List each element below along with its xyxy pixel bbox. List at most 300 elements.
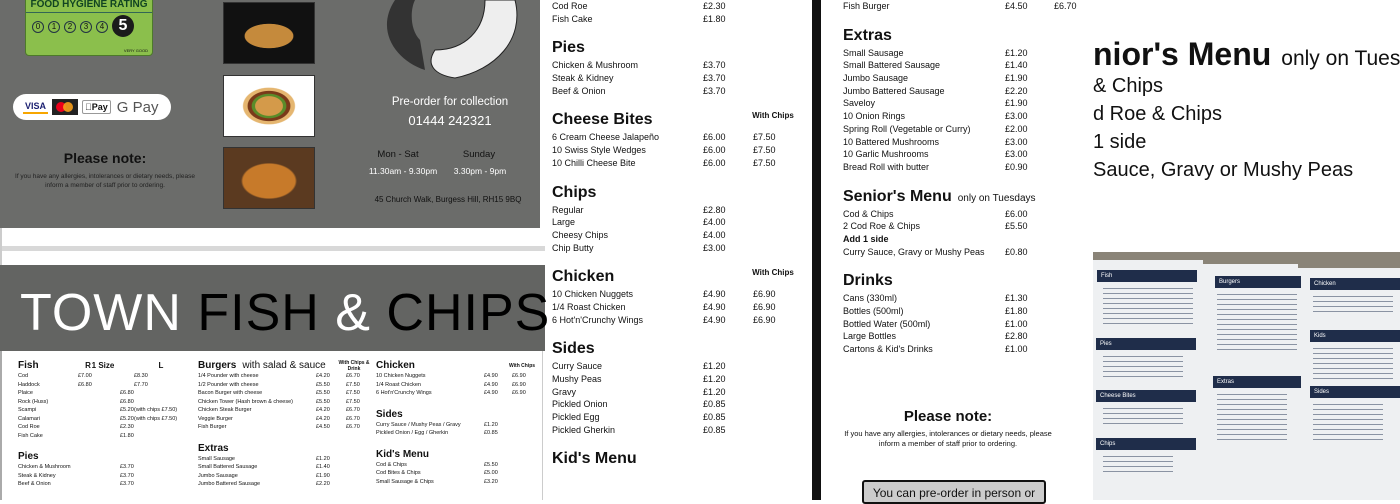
menu-item xyxy=(18,432,193,441)
phone-number[interactable]: 01444 242321 xyxy=(408,113,492,128)
menu-section-fish xyxy=(18,359,193,440)
menu-item xyxy=(843,246,1083,259)
item-name: Bottled Water (500ml) xyxy=(843,318,931,329)
hygiene-title: FOOD HYGIENE RATING xyxy=(26,0,152,13)
item-name: 10 Garlic Mushrooms xyxy=(843,149,929,160)
hygiene-label: VERY GOOD xyxy=(123,48,148,53)
menu-item xyxy=(552,144,812,157)
item-name: Cod & Chips xyxy=(843,208,894,219)
section-heading: Extras xyxy=(843,26,892,44)
menu-item xyxy=(376,372,541,381)
item-name: Small Sausage & Chips xyxy=(376,478,434,485)
item-price: £7.50 xyxy=(346,390,360,396)
item-price: £6.90 xyxy=(512,381,526,388)
item-name: Chip Butty xyxy=(552,242,594,253)
item-name: Bacon Burger with cheese xyxy=(198,390,263,396)
item-price: £0.85 xyxy=(703,424,726,435)
menu-item xyxy=(843,47,1083,60)
title-fish: FISH xyxy=(197,284,320,342)
menu-section-pies xyxy=(552,37,812,97)
item-price: £7.70 xyxy=(134,381,148,388)
menu-item xyxy=(843,59,1083,72)
menu-item xyxy=(198,398,373,407)
menu-item xyxy=(376,421,541,430)
score-2: 2 xyxy=(64,21,76,33)
item-price: £4.90 xyxy=(703,289,726,300)
menu-item xyxy=(198,389,373,398)
item-price: £6.70 xyxy=(346,415,360,422)
item-price: £4.50 xyxy=(1005,1,1028,11)
item-price: £6.00 xyxy=(703,157,726,168)
menu-section-cheese-bites xyxy=(552,109,812,169)
section-heading: Fish xyxy=(18,360,39,371)
menu-item xyxy=(18,415,193,424)
menu-item xyxy=(376,469,541,478)
preorder-text: Pre-order for collection xyxy=(391,96,509,108)
score-0: 0 xyxy=(32,21,44,33)
column-header: L xyxy=(158,361,164,370)
days-weekday: Mon - Sat xyxy=(377,149,419,160)
menu-column-right xyxy=(843,0,1083,500)
item-name: Chicken & Mushroom xyxy=(552,60,639,71)
item-price: £3.70 xyxy=(120,472,134,479)
photo-label: Fish xyxy=(1097,270,1197,282)
item-price: £0.85 xyxy=(484,430,498,436)
menu-item xyxy=(376,389,541,398)
item-price: £1.80 xyxy=(703,13,726,24)
photo-label: Burgers xyxy=(1215,276,1301,288)
section-heading: Pies xyxy=(552,39,585,57)
menu-item xyxy=(552,229,812,242)
photo-label: Sides xyxy=(1310,386,1400,398)
item-name: Cod Roe xyxy=(18,424,40,430)
food-hygiene-rating-badge xyxy=(25,0,153,56)
menu-item xyxy=(843,330,1083,343)
item-price: £3.70 xyxy=(120,464,134,470)
item-name: Fish Cake xyxy=(552,13,593,24)
item-price: £0.90 xyxy=(1005,161,1028,172)
photo-label: Extras xyxy=(1213,376,1301,388)
score-3: 3 xyxy=(80,21,92,33)
menu-item xyxy=(552,13,812,26)
title-banner xyxy=(0,265,551,351)
photo-label: Chips xyxy=(1096,438,1196,450)
item-name: Cod xyxy=(18,373,29,379)
column-header: With Chips xyxy=(508,363,536,369)
address: 45 Church Walk, Burgess Hill, RH15 9BQ xyxy=(374,195,522,204)
item-name: 6 Hot'n'Crunchy Wings xyxy=(376,390,432,396)
item-name: Cod & Chips xyxy=(376,461,407,468)
section-heading: Pies xyxy=(18,451,39,462)
column-header: 1 Size xyxy=(91,361,115,370)
item-name: 6 Hot'n'Crunchy Wings xyxy=(552,314,643,325)
menu-item xyxy=(198,415,373,424)
item-price: £0.85 xyxy=(703,399,726,410)
item-name: Large Bottles xyxy=(843,331,897,342)
item-price: £7.50 xyxy=(346,381,360,388)
item-name: Veggie Burger xyxy=(198,415,233,422)
seniors-heading: nior's Menu only on Tues xyxy=(1093,36,1400,72)
item-name: Jumbo Battered Sausage xyxy=(843,85,945,96)
menu-section-chips xyxy=(552,182,812,255)
menu-item xyxy=(18,406,193,415)
section-heading: Chicken xyxy=(552,268,615,286)
item-price: £1.80 xyxy=(120,432,134,439)
item-name: 10 Chicken Nuggets xyxy=(376,373,426,379)
item-name: Pickled Egg xyxy=(552,412,600,423)
item-price: £7.50 xyxy=(753,145,776,156)
menu-section-chicken xyxy=(376,359,541,398)
menu-section-extras xyxy=(843,25,1083,174)
item-price: £3.00 xyxy=(1005,111,1028,122)
line: 1 side xyxy=(1093,131,1147,153)
item-name: Fish Burger xyxy=(843,1,890,11)
item-name: Small Sausage xyxy=(198,455,235,462)
item-price: £2.30 xyxy=(703,1,726,11)
item-price: £0.80 xyxy=(1005,246,1028,257)
menu-section-extras xyxy=(198,442,373,489)
menu-item xyxy=(552,314,812,327)
item-price: £3.70 xyxy=(703,73,726,84)
section-heading: Kid's Menu xyxy=(552,450,637,468)
payment-methods xyxy=(13,94,171,120)
item-price: £6.80 xyxy=(120,390,134,396)
item-name: Curry Sauce / Mushy Peas / Gravy xyxy=(376,421,461,428)
menu-item xyxy=(843,233,1083,246)
item-price: £6.00 xyxy=(703,132,726,143)
title-amp: & xyxy=(335,284,371,342)
menu-item xyxy=(843,136,1083,149)
item-name: Haddock xyxy=(18,381,40,388)
menu-item xyxy=(843,305,1083,318)
item-price: £2.00 xyxy=(1005,123,1028,134)
item-price: £1.90 xyxy=(316,472,330,479)
item-name: Large xyxy=(552,217,576,228)
menu-item xyxy=(18,398,193,407)
item-price: £6.70 xyxy=(346,407,360,413)
section-heading: Senior's Menu only on Tuesdays xyxy=(843,187,1036,205)
line: & Chips xyxy=(1093,75,1164,97)
mastercard-icon xyxy=(52,99,78,115)
item-price: £1.20 xyxy=(484,421,498,428)
menu-item xyxy=(376,429,541,438)
item-price: £2.20 xyxy=(1005,85,1028,96)
menu-section-section xyxy=(843,0,1083,13)
section-heading: Chips xyxy=(552,183,597,201)
menu-item xyxy=(552,242,812,255)
item-name: Add 1 side xyxy=(843,233,889,244)
item-price: £5.50 xyxy=(316,398,330,405)
menu-section-drinks xyxy=(843,270,1083,355)
item-price: £5.20 xyxy=(120,407,134,413)
item-name: 1/4 Roast Chicken xyxy=(376,381,421,388)
item-price: £6.00 xyxy=(703,145,726,156)
item-price: £6.70 xyxy=(346,424,360,430)
menu-item xyxy=(843,220,1083,233)
item-name: Small Battered Sausage xyxy=(198,464,258,470)
menu-item xyxy=(18,423,193,432)
menu-item xyxy=(18,372,193,381)
menu-section-pies xyxy=(18,450,193,489)
menu-item xyxy=(552,131,812,144)
hours-weekday: 11.30am - 9.30pm xyxy=(368,166,438,176)
menu-item xyxy=(198,372,373,381)
menu-item xyxy=(552,386,812,399)
section-heading: Drinks xyxy=(843,272,893,290)
menu-item xyxy=(843,318,1083,331)
item-name: Jumbo Sausage xyxy=(198,472,238,479)
item-name: Cod Roe xyxy=(552,1,588,11)
item-price: £4.90 xyxy=(484,373,498,379)
item-price: (with chips £7.50) xyxy=(134,415,178,422)
menu-item xyxy=(18,463,193,472)
score-1: 1 xyxy=(48,21,60,33)
item-name: Chicken Steak Burger xyxy=(198,407,252,413)
column-header: With Chips xyxy=(752,111,794,121)
item-price: £1.20 xyxy=(316,455,330,462)
item-name: Jumbo Battered Sausage xyxy=(198,481,261,487)
preorder-box: You can pre-order in person or xyxy=(862,480,1046,504)
item-price: £4.90 xyxy=(703,301,726,312)
column-header: With Chips xyxy=(752,268,794,278)
promo-panel xyxy=(0,0,540,228)
item-price: £2.30 xyxy=(120,424,134,430)
item-name: 1/2 Pounder with cheese xyxy=(198,381,259,388)
item-price: £1.90 xyxy=(1005,98,1028,109)
google-pay-icon: G Pay xyxy=(110,98,152,116)
section-heading: Extras xyxy=(198,442,229,454)
menu-section-senior-s-menu xyxy=(843,186,1083,259)
item-price: £3.70 xyxy=(703,60,726,71)
item-name: Bottles (500ml) xyxy=(843,306,904,316)
item-name: Mushy Peas xyxy=(552,374,602,384)
note-text: If you have any allergies, intolerances or dietary needs, please inform a member of staff prior to ordering. xyxy=(844,429,1052,448)
item-name: Spring Roll (Vegetable or Curry) xyxy=(843,123,971,134)
item-price: £1.80 xyxy=(1005,306,1028,316)
item-price: £4.20 xyxy=(316,373,330,379)
item-name: 10 Chilli Cheese Bite xyxy=(552,157,636,168)
item-price: £5.20 xyxy=(120,415,134,422)
menu-item xyxy=(552,360,812,373)
menu-item xyxy=(552,424,812,437)
menu-section-section xyxy=(552,0,812,25)
menu-item xyxy=(18,389,193,398)
item-price: £4.00 xyxy=(703,229,726,240)
item-price: £3.70 xyxy=(703,85,726,96)
item-name: Gravy xyxy=(552,386,577,397)
item-price: £6.90 xyxy=(753,314,776,325)
fish-illustration xyxy=(375,0,525,80)
item-price: £4.00 xyxy=(703,217,726,228)
apple-pay-icon: Pay xyxy=(82,100,111,114)
item-price: £0.85 xyxy=(703,412,726,423)
item-name: 10 Swiss Style Wedges xyxy=(552,145,646,156)
menu-item xyxy=(198,480,373,489)
item-name: Fish Cake xyxy=(18,432,43,439)
menu-item xyxy=(198,423,373,432)
item-price: £1.20 xyxy=(703,374,726,384)
menu-item xyxy=(843,161,1083,174)
allergy-note-right xyxy=(833,408,1063,449)
photo-label: Cheese Bites xyxy=(1096,390,1196,402)
bottom-menu xyxy=(0,351,543,500)
menu-item xyxy=(552,301,812,314)
score-5: 5 xyxy=(112,15,134,37)
photo-label: Chicken xyxy=(1310,278,1400,290)
menu-item xyxy=(552,216,812,229)
section-heading: Sides xyxy=(376,408,403,420)
item-name: Rock (Huss) xyxy=(18,398,49,405)
item-price: £2.80 xyxy=(1005,331,1028,342)
item-price: £5.50 xyxy=(316,390,330,396)
item-name: Small Battered Sausage xyxy=(843,60,941,71)
item-price: £2.20 xyxy=(316,481,330,487)
section-heading: Kid's Menu xyxy=(376,448,429,460)
menu-item xyxy=(198,455,373,464)
item-name: Scampi xyxy=(18,407,37,413)
item-name: Bread Roll with butter xyxy=(843,161,930,172)
menu-item xyxy=(843,72,1083,85)
item-price: £2.80 xyxy=(703,204,726,215)
item-price: £1.40 xyxy=(1005,60,1028,71)
item-name: Steak & Kidney xyxy=(552,73,614,84)
menu-item xyxy=(18,472,193,481)
item-name: Beef & Onion xyxy=(552,85,606,96)
menu-item xyxy=(552,204,812,217)
item-name: Cod Bites & Chips xyxy=(376,470,421,476)
menu-item xyxy=(18,480,193,489)
item-price: £3.00 xyxy=(1005,136,1028,147)
page-border xyxy=(812,0,821,500)
item-price: £6.80 xyxy=(78,381,92,388)
item-price: £5.00 xyxy=(484,470,498,476)
section-heading: Sides xyxy=(552,340,595,358)
item-price: £3.00 xyxy=(703,242,726,253)
item-price: £1.20 xyxy=(1005,47,1028,58)
item-price: £3.70 xyxy=(120,481,134,487)
item-price: £3.00 xyxy=(1005,149,1028,160)
zoomed-seniors-menu xyxy=(1090,0,1400,250)
menu-item xyxy=(843,97,1083,110)
fried-chicken-photo xyxy=(223,147,315,209)
menu-item xyxy=(552,411,812,424)
item-price: £6.90 xyxy=(512,373,526,379)
item-name: Calamari xyxy=(18,415,41,422)
item-price: £4.90 xyxy=(703,314,726,325)
item-price: £7.00 xyxy=(78,373,92,379)
item-price: £6.80 xyxy=(120,398,134,405)
item-name: Small Sausage xyxy=(843,47,904,58)
printed-menu-photo xyxy=(1093,252,1400,500)
menu-section-kid-s-menu xyxy=(376,448,541,487)
divider-strip xyxy=(0,228,545,265)
item-price: £1.30 xyxy=(1005,293,1028,304)
menu-item xyxy=(843,85,1083,98)
item-price: £5.50 xyxy=(484,461,498,468)
item-name: 1/4 Roast Chicken xyxy=(552,301,626,312)
menu-item xyxy=(376,478,541,487)
item-price: £6.70 xyxy=(346,373,360,379)
item-price: £5.50 xyxy=(1005,221,1028,232)
item-price: £7.50 xyxy=(753,157,776,168)
menu-item xyxy=(843,343,1083,356)
note-text: If you have any allergies, intolerances or dietary needs, please inform a member of staff prior to ordering. xyxy=(15,173,195,189)
menu-item xyxy=(843,123,1083,136)
item-name: Fish Burger xyxy=(198,424,227,430)
item-price: £1.00 xyxy=(1005,344,1028,355)
item-price: £1.20 xyxy=(703,386,726,397)
days-sunday: Sunday xyxy=(462,149,496,160)
section-heading: Chicken xyxy=(376,360,415,371)
menu-item xyxy=(843,208,1083,221)
menu-item xyxy=(843,110,1083,123)
item-name: Pickled Gherkin xyxy=(552,424,616,435)
contact-info xyxy=(370,96,530,128)
item-name: Jumbo Sausage xyxy=(843,73,909,84)
item-name: Chicken Tower (Hash brown & cheese) xyxy=(198,398,293,405)
menu-item xyxy=(843,148,1083,161)
item-name: Beef & Onion xyxy=(18,481,51,487)
item-name: Pickled Onion xyxy=(552,399,608,410)
item-name: Cartons & Kid's Drinks xyxy=(843,344,933,355)
line: Sauce, Gravy or Mushy Peas xyxy=(1093,159,1354,181)
burger-photo xyxy=(223,75,315,137)
menu-item xyxy=(552,85,812,98)
menu-item xyxy=(552,72,812,85)
item-price: £1.90 xyxy=(1005,73,1028,84)
item-name: Cheesy Chips xyxy=(552,229,609,240)
menu-item xyxy=(552,157,812,170)
title-chips: CHIPS xyxy=(386,284,551,342)
menu-item xyxy=(376,381,541,390)
item-price: £4.50 xyxy=(316,424,330,430)
menu-item xyxy=(552,59,812,72)
item-price: £1.20 xyxy=(703,361,726,372)
item-price: £6.90 xyxy=(512,390,526,396)
section-heading: Burgers with salad & sauce xyxy=(198,360,326,371)
item-name: Pickled Onion / Egg / Gherkin xyxy=(376,430,449,436)
item-name: Cans (330ml) xyxy=(843,293,898,304)
score-4: 4 xyxy=(96,21,108,33)
menu-item xyxy=(552,288,812,301)
item-name: 10 Battered Mushrooms xyxy=(843,136,940,147)
item-name: Steak & Kidney xyxy=(18,472,56,479)
menu-item xyxy=(843,0,1083,13)
hours-sunday: 3.30pm - 9pm xyxy=(453,166,507,176)
item-name: 2 Cod Roe & Chips xyxy=(843,221,921,232)
menu-section-kid-s-menu xyxy=(552,448,812,470)
menu-item xyxy=(376,461,541,470)
item-name: Plaice xyxy=(18,390,33,396)
section-heading: Cheese Bites xyxy=(552,111,653,129)
menu-column-middle xyxy=(552,0,812,500)
item-price: £6.70 xyxy=(1054,1,1077,11)
menu-item xyxy=(552,373,812,386)
menu-item xyxy=(552,398,812,411)
menu-item xyxy=(552,0,812,13)
item-name: Regular xyxy=(552,204,584,215)
item-price: £6.00 xyxy=(1005,208,1028,219)
item-price: £3.20 xyxy=(484,478,498,485)
item-name: 6 Cream Cheese Jalapeño xyxy=(552,132,660,143)
item-name: Saveloy xyxy=(843,98,876,109)
item-name: Curry Sauce, Gravy or Mushy Peas xyxy=(843,246,985,257)
column-header: R xyxy=(85,361,91,370)
menu-section-chicken xyxy=(552,266,812,326)
item-price: £7.50 xyxy=(753,132,776,143)
item-price: £6.90 xyxy=(753,289,776,300)
item-name: 10 Onion Rings xyxy=(843,111,906,122)
